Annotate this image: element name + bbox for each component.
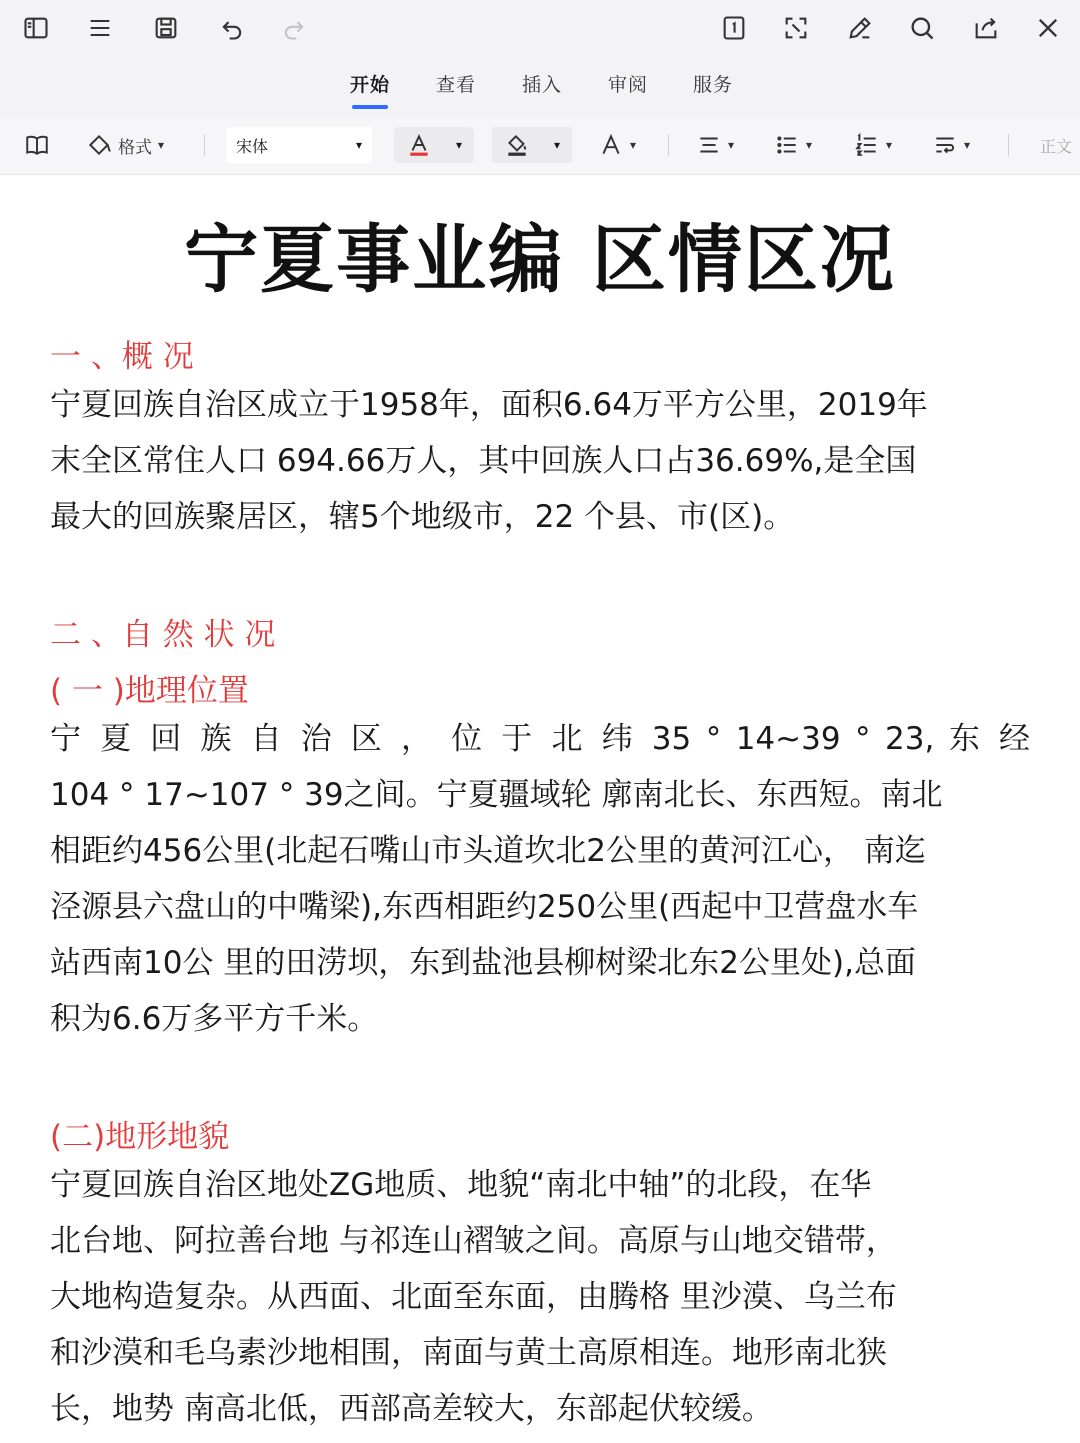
text-line: 末全区常住人口 694.66万人，其中回族人口占36.69%,是全国 (50, 443, 917, 479)
fullscreen-icon[interactable] (778, 10, 814, 46)
format-brush-icon (86, 132, 112, 158)
style-label: 正文 (1040, 136, 1073, 156)
align-button[interactable] (696, 128, 734, 162)
edit-pen-icon[interactable] (842, 10, 878, 46)
text-line: 最大的回族聚居区，辖5个地级市，22 个县、市(区)。 (50, 499, 795, 535)
chevron-down-icon: ▾ (886, 138, 893, 152)
tab-service[interactable]: 服务 (693, 74, 734, 96)
numbered-list-button[interactable] (854, 128, 892, 162)
tab-view[interactable]: 查看 (436, 74, 477, 96)
chevron-down-icon: ▾ (806, 138, 813, 152)
font-color-button[interactable] (394, 127, 474, 163)
format-toolbar (0, 116, 1080, 175)
font-family-select[interactable] (226, 127, 372, 163)
paragraph-terrain (50, 1157, 1030, 1437)
subsection-heading-location: ( 一 )地理位置 (50, 673, 249, 709)
highlight-color-button[interactable] (492, 127, 572, 163)
close-icon[interactable] (1030, 10, 1066, 46)
divider (1008, 134, 1009, 156)
section-heading-overview: 一 、概 况 (50, 339, 194, 375)
line-spacing-button[interactable] (932, 128, 970, 162)
chevron-down-icon: ▾ (630, 138, 637, 152)
numbered-list-icon (854, 132, 880, 158)
bullet-list-button[interactable] (774, 128, 812, 162)
text-line: 相距约456公里(北起石嘴山市头道坎北2公里的黄河江心， 南迄 (50, 833, 926, 869)
chevron-down-icon: ▾ (964, 138, 971, 152)
undo-icon[interactable] (214, 10, 250, 46)
tab-start[interactable]: 开始 (350, 70, 390, 97)
divider (204, 134, 205, 156)
align-icon (696, 132, 722, 158)
text-line: 长，地势 南高北低，西部高差较大，东部起伏较缓。 (50, 1391, 773, 1427)
sidebar-toggle-icon[interactable] (18, 10, 54, 46)
tab-review[interactable]: 审阅 (608, 74, 649, 96)
line-spacing-icon (932, 132, 958, 158)
page-count-icon[interactable] (716, 10, 752, 46)
text-line: 宁夏回族自治区地处ZG地质、地貌“南北中轴”的北段，在华 (50, 1167, 872, 1203)
text-line: 大地构造复杂。从西面、北面至东面，由腾格 里沙漠、乌兰布 (50, 1279, 897, 1315)
book-icon (24, 132, 50, 158)
fill-bucket-icon (504, 132, 530, 158)
font-color-icon (406, 132, 432, 158)
chevron-down-icon: ▾ (728, 138, 735, 152)
text-line: 泾源县六盘山的中嘴梁),东西相距约250公里(西起中卫营盘水车 (50, 889, 919, 925)
chevron-down-icon: ▾ (455, 138, 462, 152)
read-mode-button[interactable] (24, 128, 50, 162)
font-size-button[interactable] (598, 128, 636, 162)
text-line: 和沙漠和毛乌素沙地相围，南面与黄土高原相连。地形南北狭 (50, 1335, 887, 1371)
divider (668, 134, 669, 156)
font-size-icon (598, 132, 624, 158)
text-line: 宁夏回族自治区成立于1958年，面积6.64万平方公里，2019年 (50, 387, 928, 423)
bullet-list-icon (774, 132, 800, 158)
section-heading-nature: 二 、自 然 状 况 (50, 617, 276, 653)
text-line: 北台地、阿拉善台地 与祁连山褶皱之间。高原与山地交错带， (50, 1223, 897, 1259)
share-icon[interactable] (968, 10, 1004, 46)
text-line: 站西南10公 里的田涝坝，东到盐池县柳树梁北东2公里处),总面 (50, 945, 916, 981)
save-icon[interactable] (148, 10, 184, 46)
format-painter-button[interactable] (86, 128, 164, 162)
redo-icon[interactable] (276, 10, 312, 46)
paragraph-location (50, 711, 1030, 1047)
ribbon-tabs (0, 56, 1080, 116)
format-label: 格式 (118, 137, 152, 158)
tab-insert[interactable]: 插入 (522, 74, 563, 96)
chevron-down-icon: ▾ (553, 138, 560, 152)
text-line: 104 ° 17~107 ° 39之间。宁夏疆域轮 廓南北长、东西短。南北 (50, 777, 943, 813)
font-name: 宋体 (236, 136, 269, 156)
chevron-down-icon: ▾ (355, 138, 362, 152)
search-icon[interactable] (904, 10, 940, 46)
paragraph-overview (50, 377, 1030, 545)
style-button[interactable] (1040, 128, 1072, 162)
text-line: 积为6.6万多平方千米。 (50, 1001, 379, 1037)
document-title: 宁夏事业编 区情区况 (184, 217, 896, 303)
chevron-down-icon: ▾ (158, 138, 165, 152)
top-app-bar (0, 0, 1080, 56)
text-line: 宁 夏 回 族 自 治 区 ， 位 于 北 纬 35 ° 14~39 ° 23, 东 经 (50, 721, 1030, 757)
subsection-heading-terrain: (二)地形地貌 (50, 1119, 230, 1155)
menu-icon[interactable] (82, 10, 118, 46)
